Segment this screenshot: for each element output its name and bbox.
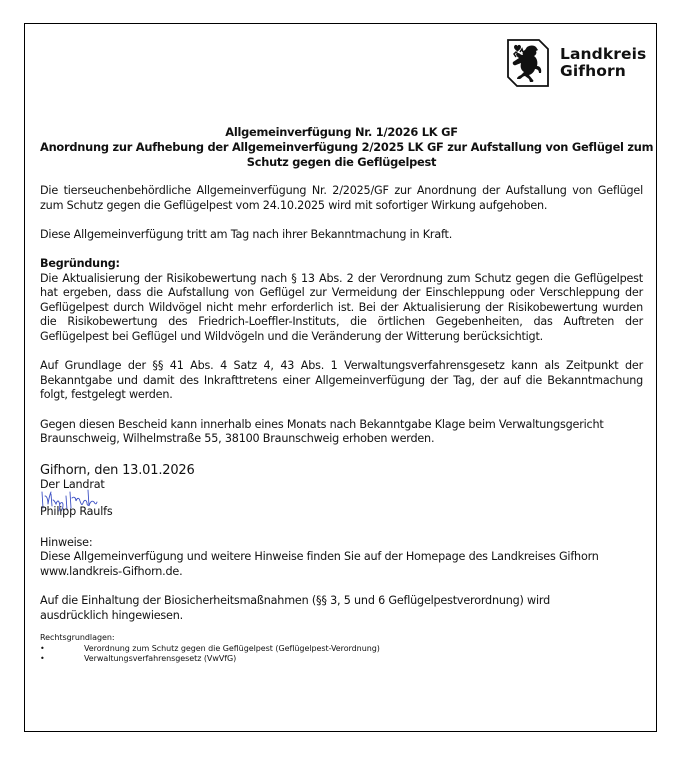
legal-foundation-item xyxy=(40,654,643,665)
place-date: Gifhorn, den 13.01.2026 xyxy=(40,462,195,478)
reasoning-heading: Begründung: xyxy=(40,256,120,270)
legal-foundations xyxy=(40,633,643,665)
bullet-icon: • xyxy=(40,643,45,653)
signatory-role: Der Landrat xyxy=(40,477,105,491)
title-line-3: Schutz gegen die Geflügelpest xyxy=(246,155,437,169)
title-line-1: Allgemeinverfügung Nr. 1/2026 LK GF xyxy=(225,125,458,139)
notes-heading: Hinweise: xyxy=(40,535,93,549)
effective-paragraph: Diese Allgemeinverfügung tritt am Tag nach ihrer Bekanntmachung in Kraft. xyxy=(40,227,453,241)
document-body xyxy=(40,125,654,665)
appeal-paragraph: Gegen diesen Bescheid kann innerhalb eines Monats nach Bekanntgabe Klage beim Verwaltungsgericht Braunschweig, Wilhelmstraße 55, 38100 Braunschweig erhoben werden. xyxy=(40,417,604,446)
logo-line-gifhorn: Gifhorn xyxy=(560,62,626,80)
legal-foundation-text: Verwaltungsverfahrensgesetz (VwVfG) xyxy=(84,654,237,664)
document-page xyxy=(24,23,657,732)
logo-line-landkreis: Landkreis xyxy=(560,45,647,63)
legal-foundations-heading: Rechtsgrundlagen: xyxy=(40,633,115,643)
biosecurity-line-1: Auf die Einhaltung der Biosicherheitsmaßnahmen (§§ 3, 5 und 6 Geflügelpestverordnung) wird xyxy=(40,594,550,608)
bullet-icon: • xyxy=(40,654,45,664)
intro-paragraph: Die tierseuchenbehördliche Allgemeinverfügung Nr. 2/2025/GF zur Anordnung der Aufstallung von Geflügel zum Schutz gegen die Geflügelpest vom 24.10.2025 wird mit sofortiger Wirkung aufgehoben. xyxy=(40,184,643,212)
landkreis-gifhorn-logo xyxy=(506,38,646,88)
title-line-2: Anordnung zur Aufhebung der Allgemeinverfügung 2/2025 LK GF zur Aufstallung von Geflügel zum xyxy=(40,140,654,154)
notes-text: Diese Allgemeinverfügung und weitere Hinweise finden Sie auf der Homepage des Landkreises Gifhorn xyxy=(40,550,599,564)
biosecurity-line-2: ausdrücklich hingewiesen. xyxy=(40,608,183,622)
signatory-name: Philipp Raulfs xyxy=(40,504,113,518)
legal-basis-paragraph: Auf Grundlage der §§ 41 Abs. 4 Satz 4, 43 Abs. 1 Verwaltungsverfahrensgesetz kann als Zeitpunkt der Bekanntgabe und damit des Inkrafttretens einer Allgemeinverfügung der Tag, der auf die Bekanntmachung folgt, festgelegt werden. xyxy=(40,359,643,402)
document-title xyxy=(40,125,654,170)
reasoning-paragraph: Die Aktualisierung der Risikobewertung nach § 13 Abs. 2 der Verordnung zum Schutz gegen die Geflügelpest hat ergeben, dass die Aufstallung von Geflügel zur Vermeidung der Einschleppung oder Verschleppung der Geflügelpest durch Wildvögel nicht mehr erforderlich ist. Bei der Aktualisierung der Risikobewertung wurden die Risikobewertung des Friedrich-Loeffler-Instituts, die örtlichen Gegebenheiten, das Auftreten der Geflügelpest bei Geflügel und Wildvögeln und die Veränderung der Witterung berücksichtigt. xyxy=(40,271,643,343)
coat-of-arms-lion-heart-icon xyxy=(506,38,550,88)
legal-foundation-item xyxy=(40,644,643,655)
signature-block xyxy=(40,478,643,526)
homepage-link[interactable]: www.landkreis-Gifhorn.de. xyxy=(40,564,183,578)
logo-wordmark xyxy=(560,46,646,80)
legal-foundation-text: Verordnung zum Schutz gegen die Geflügelpest (Geflügelpest-Verordnung) xyxy=(84,643,380,653)
